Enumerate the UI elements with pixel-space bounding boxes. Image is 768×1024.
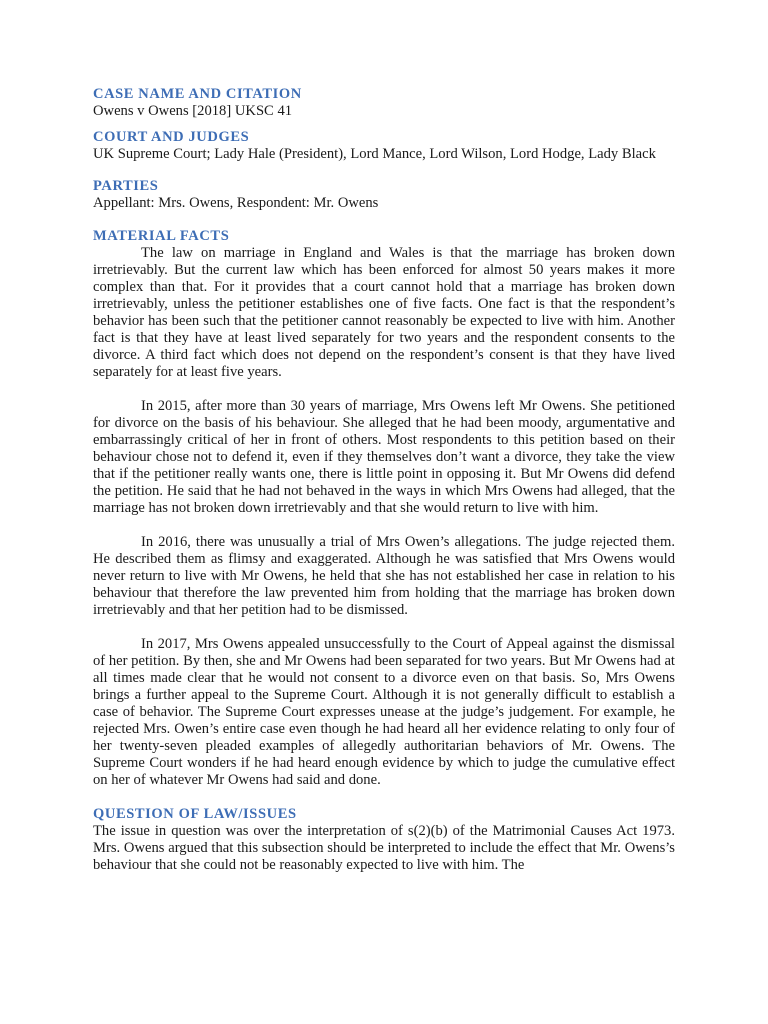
facts-paragraph-1: The law on marriage in England and Wales is that the marriage has broken down irretrievably. But the current law which has been enforced for almost 50 years makes it more complex than that. For it provides that a court cannot hold that a marriage has broken down irretrievably, unless the petitioner establishes one of five facts. One fact is that the respondent’s behavior has been such that the petitioner cannot reasonably be expected to live with him. Another fact is that they have at least lived separately for two years and the respondent consents to the divorce. A third fact which does not depend on the respondent’s consent is that they have lived separately for at least five years. [93,245,675,380]
court-heading: COURT AND JUDGES [93,129,250,145]
material-facts-heading: MATERIAL FACTS [93,228,230,244]
case-citation: Owens v Owens [2018] UKSC 41 [93,103,293,119]
citation-heading: CASE NAME AND CITATION [93,86,302,102]
facts-paragraph-3: In 2016, there was unusually a trial of Mrs Owen’s allegations. The judge rejected them. He described them as flimsy and exaggerated. Although he was satisfied that Mrs Owens would never return to live with Mr Owens, he held that she has not established her case in relation to his behaviour that therefore the law prevented him from holding that the marriage has broken down irretrievably and that her petition had to be dismissed. [93,534,675,618]
parties-text: Appellant: Mrs. Owens, Respondent: Mr. Owens [93,195,379,211]
document-page [93,86,675,874]
court-and-judges: UK Supreme Court; Lady Hale (President), Lord Mance, Lord Wilson, Lord Hodge, Lady Black [93,146,656,162]
issues-paragraph: The issue in question was over the interpretation of s(2)(b) of the Matrimonial Causes Act 1973. Mrs. Owens argued that this subsection should be interpreted to include the effect that Mr. Owens’s behaviour that she could not be reasonably expected to live with him. The [93,823,675,873]
parties-heading: PARTIES [93,178,159,194]
issues-heading: QUESTION OF LAW/ISSUES [93,806,297,822]
facts-paragraph-4: In 2017, Mrs Owens appealed unsuccessfully to the Court of Appeal against the dismissal of her petition. By then, she and Mr Owens had been separated for two years. But Mr Owens had at all times made clear that he would not consent to a divorce even on that basis. So, Mrs Owens brings a further appeal to the Supreme Court. Although it is not generally difficult to establish a case of behavior. The Supreme Court expresses unease at the judge’s judgement. For example, he rejected Mrs. Owen’s entire case even though he had heard all her evidence relating to only four of her twenty-seven pleaded examples of allegedly authoritarian behaviors of Mr. Owens. The Supreme Court wonders if he had heard enough evidence by which to judge the cumulative effect on her of whatever Mr Owens had said and done. [93,636,675,788]
facts-paragraph-2: In 2015, after more than 30 years of marriage, Mrs Owens left Mr Owens. She petitioned for divorce on the basis of his behaviour. She alleged that he had been moody, argumentative and embarrassingly critical of her in front of others. Most respondents to this petition based on their behaviour chose not to defend it, even if they themselves don’t want a divorce, they take the view that if the petitioner really wants one, there is little point in opposing it. But Mr Owens did defend the petition. He said that he had not behaved in the ways in which Mrs Owens had alleged, that the marriage has not broken down irretrievably and that she would return to live with him. [93,398,675,516]
